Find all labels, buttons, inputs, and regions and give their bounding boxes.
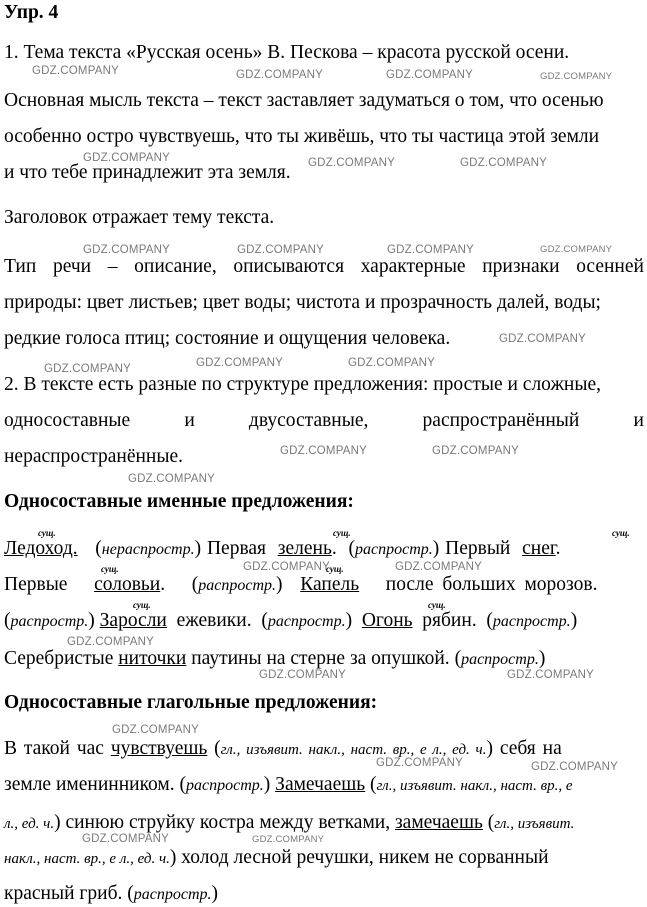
watermark: GDZ.COMPANY bbox=[386, 69, 473, 81]
p1-line1: 1. Тема текста «Русская осень» В. Пескова – красота русской осени. bbox=[4, 42, 570, 63]
noun-label: сущ. bbox=[133, 600, 151, 610]
exercise-title: Упр. 4 bbox=[4, 2, 59, 23]
watermark: GDZ.COMPANY bbox=[243, 561, 330, 573]
watermark: GDZ.COMPANY bbox=[507, 669, 594, 681]
watermark: GDZ.COMPANY bbox=[83, 244, 170, 256]
watermark: GDZ.COMPANY bbox=[44, 363, 131, 375]
watermark: GDZ.COMPANY bbox=[499, 333, 586, 345]
watermark: GDZ.COMPANY bbox=[280, 445, 367, 457]
p3-line1: Тип речи – описание, описываются характерные признаки осенней bbox=[4, 256, 644, 277]
watermark: GDZ.COMPANY bbox=[531, 761, 618, 773]
watermark: GDZ.COMPANY bbox=[540, 244, 613, 255]
heading-nominal: Односоставные именные предложения: bbox=[4, 491, 354, 512]
noun-label: сущ. bbox=[326, 564, 344, 574]
nominal-line4: Серебристые ниточки паутины на стерне за опушкой. (распростр.) bbox=[4, 648, 546, 669]
verbal-line5: красный гриб. (распростр.) bbox=[4, 883, 219, 904]
watermark: GDZ.COMPANY bbox=[128, 473, 215, 485]
watermark: GDZ.COMPANY bbox=[236, 69, 323, 81]
p3-line2: природы: цвет листьев; цвет воды; чистота и прозрачность далей, воды; bbox=[4, 292, 601, 313]
noun-label: сущ. bbox=[38, 528, 56, 538]
watermark: GDZ.COMPANY bbox=[237, 244, 324, 256]
watermark: GDZ.COMPANY bbox=[376, 757, 463, 769]
noun-label: сущ. bbox=[333, 528, 351, 538]
verbal-line4: накл., наст. вр., е л., ед. ч.) холод лесной речушки, никем не сорванный bbox=[4, 847, 549, 868]
p1-line4: и что тебе принадлежит эта земля. bbox=[4, 162, 291, 183]
watermark: GDZ.COMPANY bbox=[460, 157, 547, 169]
watermark: GDZ.COMPANY bbox=[112, 724, 199, 736]
noun-label: сущ. bbox=[101, 564, 119, 574]
p3-line3: редкие голоса птиц; состояние и ощущения человека. bbox=[4, 328, 451, 349]
heading-verbal: Односоставные глагольные предложения: bbox=[4, 692, 378, 713]
watermark: GDZ.COMPANY bbox=[196, 357, 283, 369]
noun-label: сущ. bbox=[428, 600, 446, 610]
noun-label: сущ. bbox=[612, 528, 630, 538]
watermark: GDZ.COMPANY bbox=[395, 561, 482, 573]
verbal-line1: В такой час чувствуешь (гл., изъявит. накл., наст. вр., е л., ед. ч.) себя на bbox=[4, 738, 562, 759]
verbal-line2: земле именинником. (распростр.) Замечаешь (гл., изъявит. накл., наст. вр., е bbox=[4, 774, 573, 795]
p2-line: Заголовок отражает тему текста. bbox=[4, 207, 275, 228]
nominal-line3: (распростр.) Заросли ежевики. (распростр.) Огонь рябин. (распростр.) bbox=[4, 610, 578, 631]
watermark: GDZ.COMPANY bbox=[83, 152, 170, 164]
nominal-line2: Первые соловьи. (распростр.) Капель после больших морозов. bbox=[4, 574, 598, 595]
watermark: GDZ.COMPANY bbox=[252, 834, 325, 845]
watermark: GDZ.COMPANY bbox=[540, 71, 613, 82]
p1-line3: особенно остро чувствуешь, что ты живёшь, что ты частица этой земли bbox=[4, 126, 600, 147]
watermark: GDZ.COMPANY bbox=[432, 445, 519, 457]
watermark: GDZ.COMPANY bbox=[348, 357, 435, 369]
p1-line2: Основная мысль текста – текст заставляет задуматься о том, что осенью bbox=[4, 90, 604, 111]
nominal-line1: Ледоход. (нераспростр.) Первая зелень. (распростр.) Первый снег. bbox=[4, 538, 561, 559]
watermark: GDZ.COMPANY bbox=[387, 244, 474, 256]
watermark: GDZ.COMPANY bbox=[308, 157, 395, 169]
p4-line2: односоставные и двусоставные, распространённый и bbox=[4, 410, 644, 431]
p4-line3: нераспространённые. bbox=[4, 446, 183, 467]
watermark: GDZ.COMPANY bbox=[67, 636, 154, 648]
watermark: GDZ.COMPANY bbox=[259, 669, 346, 681]
p4-line1: 2. В тексте есть разные по структуре предложения: простые и сложные, bbox=[4, 374, 601, 395]
watermark: GDZ.COMPANY bbox=[82, 833, 169, 845]
watermark: GDZ.COMPANY bbox=[32, 65, 119, 77]
verbal-line3: л., ед. ч.) синюю струйку костра между ветками, замечаешь (гл., изъявит. bbox=[4, 812, 575, 833]
